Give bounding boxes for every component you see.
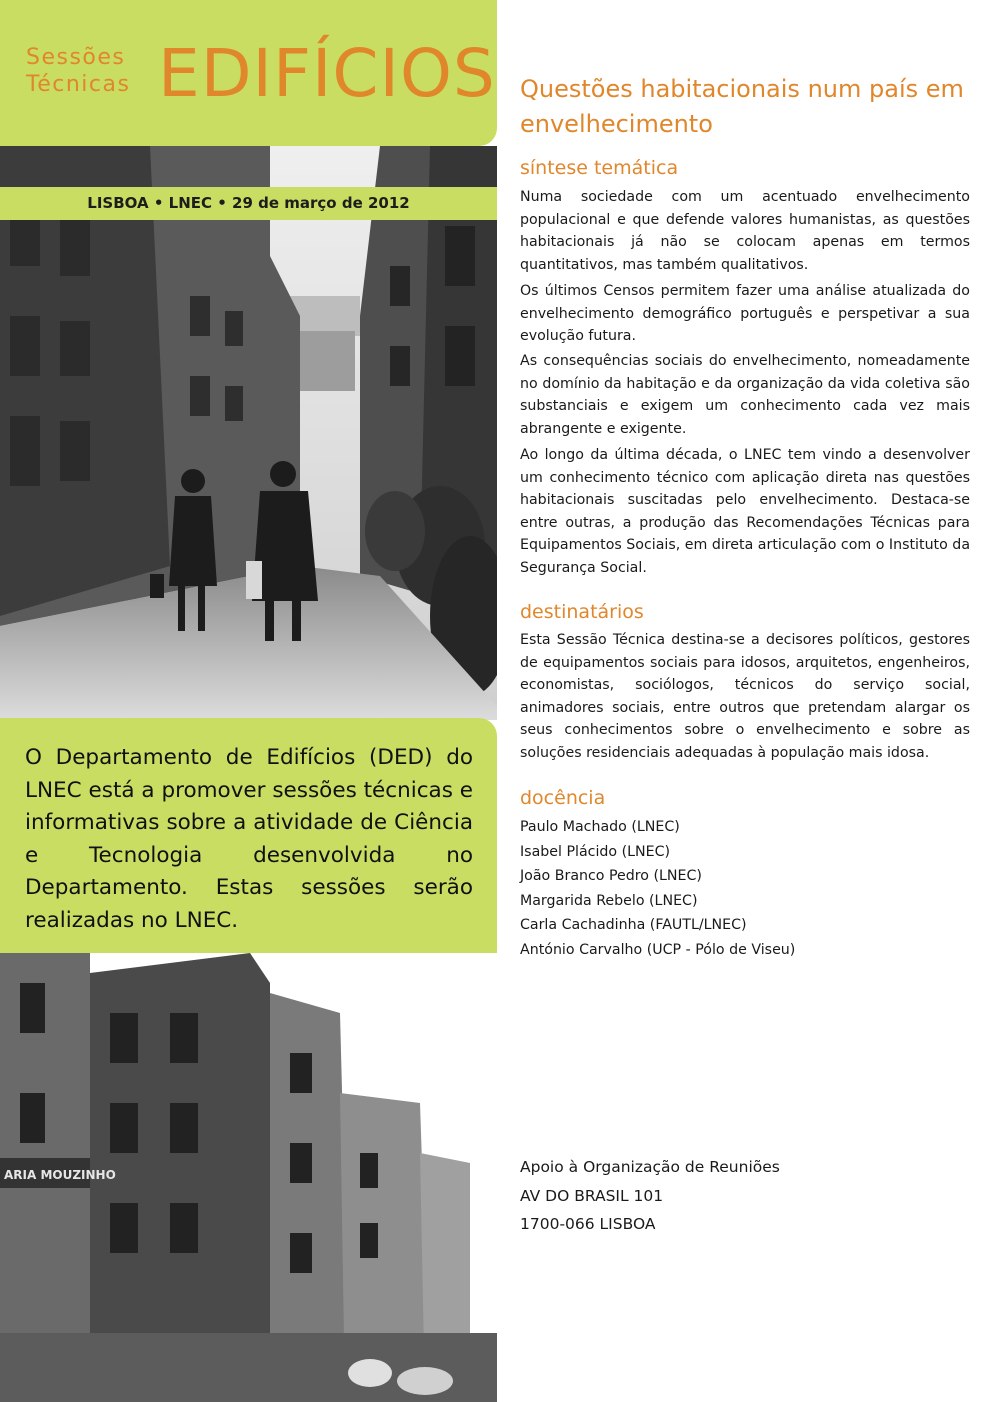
header-banner: [0, 0, 497, 146]
list-item: Margarida Rebelo (LNEC): [520, 892, 698, 909]
sintese-paragraph: As consequências sociais do envelhecimento, nomeadamente no domínio da habitação e da organização da vida coletiva são substanciais e exigem um conhecimento cada vez mais abrangente e exigente.: [520, 353, 970, 437]
sintese-paragraph: Ao longo da última década, o LNEC tem vindo a desenvolver um conhecimento técnico com aplicação direta nas questões habitacionais suscitadas pelo envelhecimento. Destaca-se entre outras, a produção das Recomendações Técnicas para Equipamentos Sociais, em direta articulação com o Instituto da Segurança Social.: [520, 447, 971, 576]
destinatarios-text: Esta Sessão Técnica destina-se a decisores políticos, gestores de equipamentos sociais para idosos, arquitetos, engenheiros, economistas, sociólogos, técnicos do serviço social, animadores sociais, entre outros que pretendam alargar os seus conhecimentos sobre o envelhecimento e sobre as soluções residenciais adequadas à população mais idosa.: [520, 632, 970, 761]
address-block: [520, 1153, 780, 1239]
list-item: Isabel Plácido (LNEC): [520, 843, 671, 860]
buildings-photo: [0, 953, 497, 1402]
event-date-band: LISBOA • LNEC • 29 de março de 2012: [0, 187, 497, 220]
list-item: António Carvalho (UCP - Pólo de Viseu): [520, 941, 796, 958]
address-line: Apoio à Organização de Reuniões: [520, 1158, 780, 1176]
list-item: Carla Cachadinha (FAUTL/LNEC): [520, 917, 747, 933]
docencia-list: [520, 815, 795, 962]
sintese-paragraph: Numa sociedade com um acentuado envelhecimento populacional e que defende valores humanistas, as questões habitacionais já não se colocam apenas em termos quantitativos, mas também qualitativos.: [520, 189, 970, 273]
intro-box: [0, 718, 497, 953]
destinatarios-heading: destinatários: [520, 601, 644, 623]
sintese-paragraph: Os últimos Censos permitem fazer uma análise atualizada do envelhecimento demográfico português e perspetivar a sua evolução futura.: [520, 283, 970, 344]
shop-sign: ARIA MOUZINHO: [4, 1168, 116, 1182]
list-item: João Branco Pedro (LNEC): [520, 868, 702, 884]
address-line: 1700-066 LISBOA: [520, 1215, 656, 1233]
street-photo: [0, 146, 497, 720]
list-item: Paulo Machado (LNEC): [520, 819, 680, 835]
main-title: Questões habitacionais num país em envelhecimento: [520, 75, 964, 138]
sintese-heading: síntese temática: [520, 157, 679, 179]
address-line: AV DO BRASIL 101: [520, 1186, 664, 1205]
header-title: EDIFÍCIOS: [158, 35, 496, 112]
intro-text: O Departamento de Edifícios (DED) do LNEC está a promover sessões técnicas e informativas sobre a atividade de Ciência e Tecnologia desenvolvida no Departamento. Estas sessões serão realizadas no LNEC.: [25, 745, 473, 933]
docencia-heading: docência: [520, 787, 606, 809]
series-label: Sessões Técnicas: [26, 45, 131, 97]
